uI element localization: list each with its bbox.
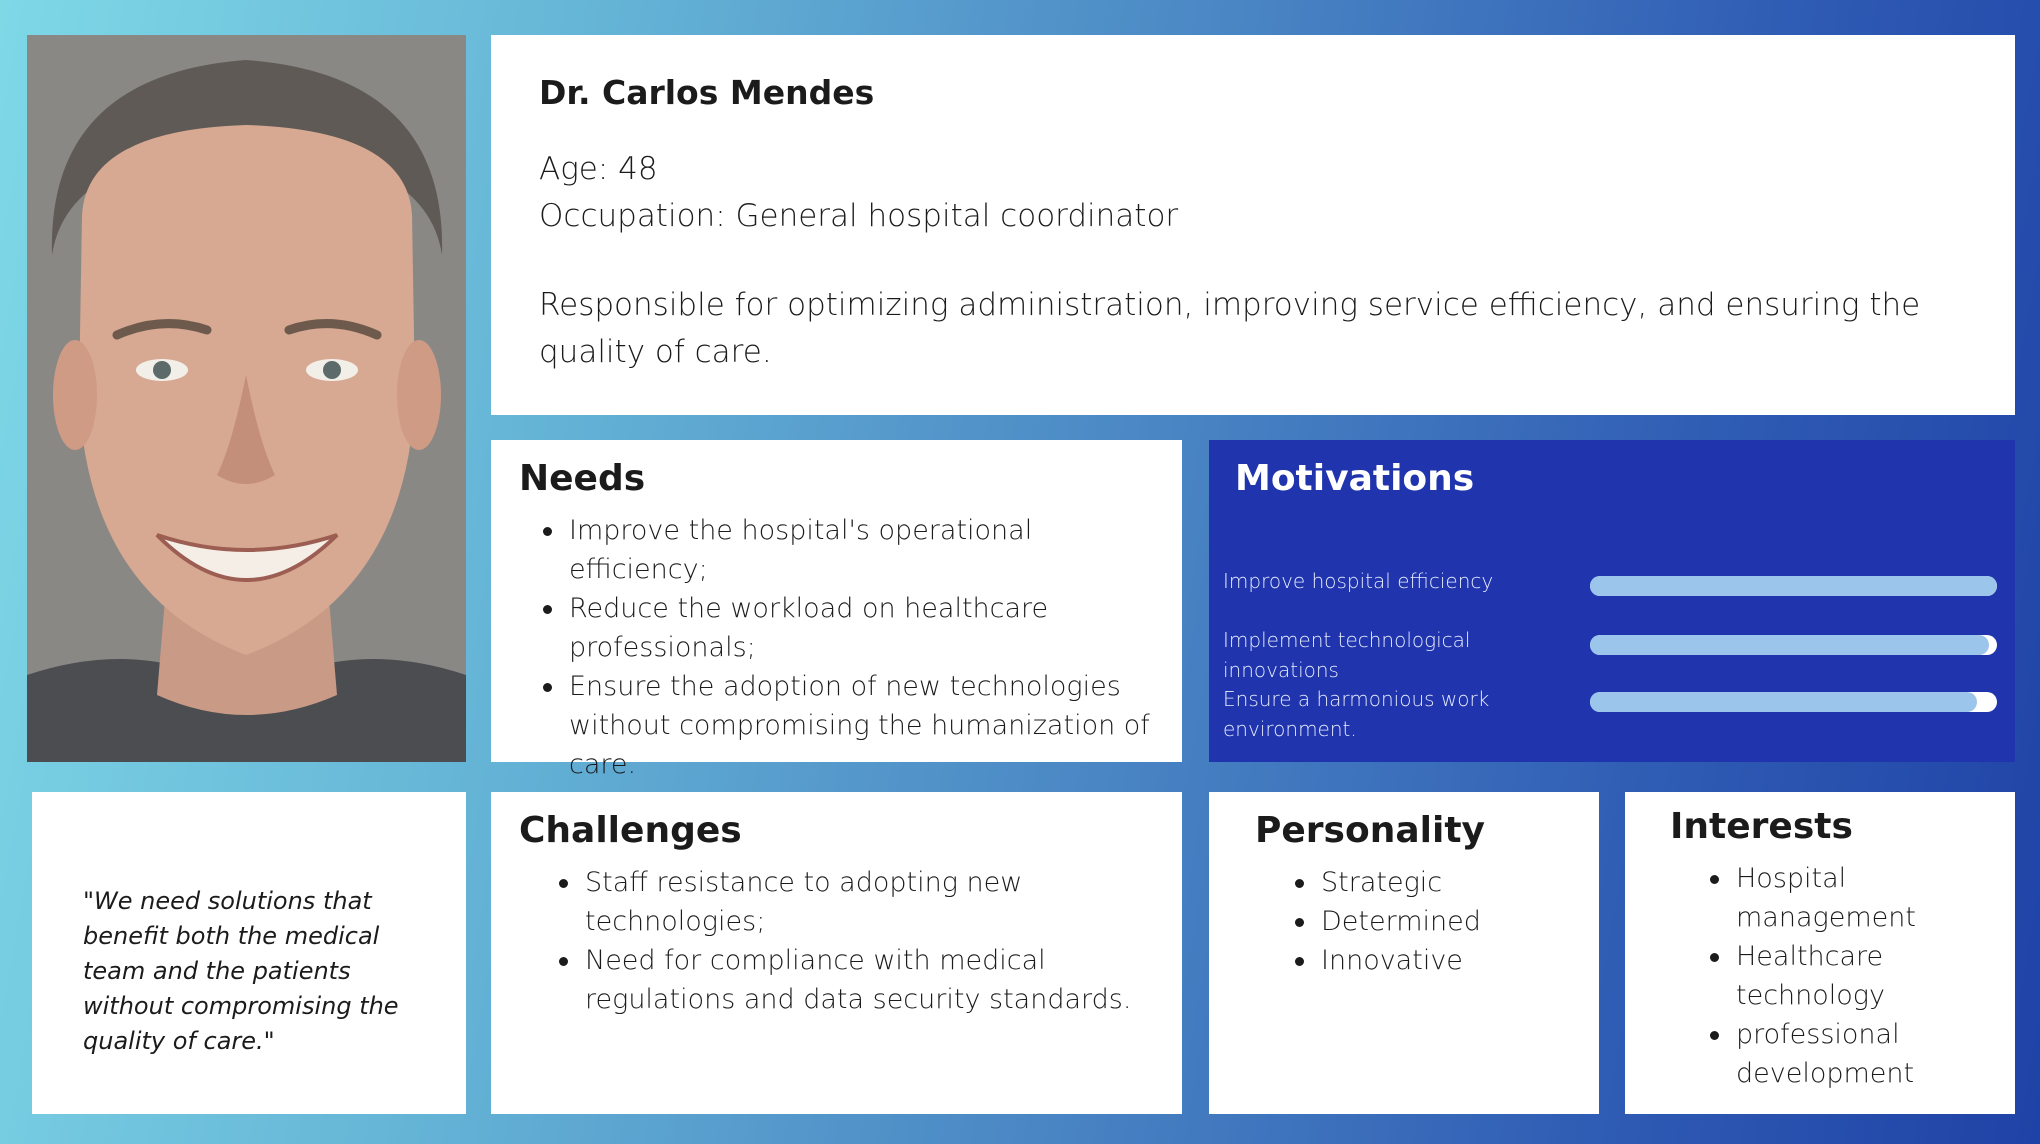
- needs-list: [541, 511, 1161, 784]
- interests-list: [1708, 859, 1928, 1093]
- persona-age: Age: 48: [539, 151, 658, 187]
- list-item: Reduce the workload on healthcare professionals;: [541, 589, 1161, 667]
- profile-card: [491, 35, 2015, 415]
- list-item: professional development: [1708, 1015, 1928, 1093]
- motivation-label: Improve hospital efficiency: [1223, 569, 1494, 593]
- interests-card: [1625, 792, 2015, 1114]
- challenges-list: [557, 863, 1157, 1019]
- motivation-bar-track: [1590, 576, 1997, 596]
- list-item: Healthcare technology: [1708, 937, 1928, 1015]
- needs-title: Needs: [519, 458, 646, 499]
- personality-card: [1209, 792, 1599, 1114]
- motivation-bar-fill: [1590, 635, 1989, 655]
- quote-card: [32, 792, 466, 1114]
- motivation-bar-fill: [1590, 692, 1977, 712]
- personality-title: Personality: [1255, 810, 1485, 851]
- list-item: Determined: [1293, 902, 1599, 941]
- persona-name: Dr. Carlos Mendes: [539, 73, 875, 112]
- list-item: Staff resistance to adopting new technologies;: [557, 863, 1157, 941]
- motivation-bar-track: [1590, 635, 1997, 655]
- list-item: Need for compliance with medical regulations and data security standards.: [557, 941, 1157, 1019]
- persona-quote: "We need solutions that benefit both the medical team and the patients without compromising the quality of care.": [83, 887, 399, 1055]
- motivations-title: Motivations: [1235, 458, 1475, 499]
- challenges-title: Challenges: [519, 810, 742, 851]
- portrait-illustration: [27, 35, 466, 762]
- persona-occupation: Occupation: General hospital coordinator: [539, 198, 1179, 234]
- motivation-bar-track: [1590, 692, 1997, 712]
- list-item: Improve the hospital's operational efficiency;: [541, 511, 1161, 589]
- motivation-label: Implement technological innovations: [1223, 628, 1471, 682]
- list-item: Innovative: [1293, 941, 1599, 980]
- persona-description: Responsible for optimizing administration, improving service efficiency, and ensuring the quality of care.: [539, 287, 1921, 370]
- interests-title: Interests: [1670, 806, 1853, 847]
- motivation-bar-fill: [1590, 576, 1997, 596]
- list-item: Strategic: [1293, 863, 1599, 902]
- list-item: Hospital management: [1708, 859, 1928, 937]
- needs-card: [491, 440, 1182, 780]
- motivations-card: [1209, 440, 2015, 762]
- list-item: Ensure the adoption of new technologies without compromising the humanization of care.: [541, 667, 1161, 784]
- challenges-card: [491, 792, 1182, 1114]
- motivation-label: Ensure a harmonious work environment.: [1223, 687, 1490, 741]
- personality-list: [1293, 863, 1599, 980]
- persona-photo: [27, 35, 466, 762]
